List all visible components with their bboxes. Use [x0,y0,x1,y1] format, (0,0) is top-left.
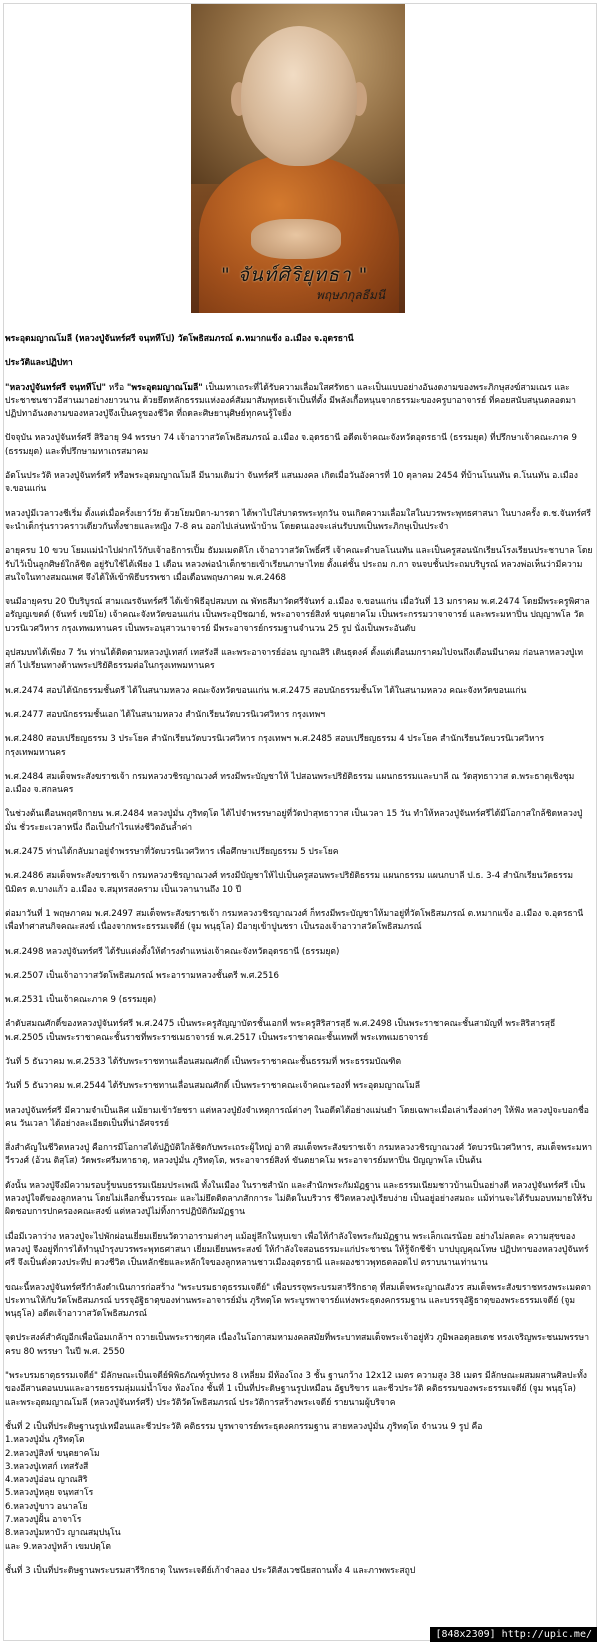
paragraph: ดังนั้น หลวงปู่จึงมีความรอบรู้ขนบธรรมเนียมประเพณี ทั้งในเมือง ในราชสำนัก และสำนักพระกัมมัฏฐาน และธรรมเนียมชาวบ้านเป็นอย่างดี หลวงปู่จันทร์ศรี เป็นหลวงปู่ใจดีของลูกหลาน โดยไม่เลือกชั้นวรรณะ และไม่ยึดติดลาภสักการะ ไม่ติดในบริวาร ชีวิตหลวงปู่เรียบง่าย เป็นอยู่อย่างสมถะ แม้ท่านจะได้รับมอบหมายให้รับผิดชอบการปกครองคณะสงฆ์ แต่หลวงปู่ไม่ทิ้งการปฏิบัติกัมมัฏฐาน [5,1180,593,1218]
list-item: 6.หลวงปู่ขาว อนาลโย [5,1501,88,1512]
paragraph: วันที่ 5 ธันวาคม พ.ศ.2533 ได้รับพระราชทานเลื่อนสมณศักดิ์ เป็นพระราชาคณะชั้นธรรมที่ พระธรรมบัณฑิต [5,1056,402,1067]
hands-shape [251,219,341,259]
intro-connector: หรือ [105,382,127,393]
paragraph: พ.ศ.2486 สมเด็จพระสังฆราชเจ้า กรมหลวงวชิรญาณวงศ์ ทรงมีบัญชาให้ไปเป็นครูสอนพระปริยัติธรรม แผนกธรรม แผนกบาลี ป.ธ. 3-4 สำนักเรียนวัดธรรมนิมิตร ต.บางแก้ว อ.เมือง จ.สมุทรสงคราม เป็นเวลานานถึง 10 ปี [5,871,574,895]
intro-bold-name: "หลวงปู่จันทร์ศรี จนฺททีโป" [5,382,106,393]
intro-paragraph [5,382,593,422]
paragraph: หลวงปู่มีเวลาวงชีเริ่ม ตั้งแต่เมื่อครั้งเยาว์วัย ด้วยโยมบิดา-มารดา ได้พาไปใส่บาตรพระทุกวัน จนเกิดความเลื่อมใสในบวรพระพุทธศาสนา ในบางครั้ง ด.ช.จันทร์ศรี จะนำเด็กรุ่นราวคราวเดียวกันทั้งชายและหญิง 7-8 คน ออกไปเล่นหน้าบ้าน โดยตนเองจะเล่นรับบทเป็นพระภิกษุเป็นประจำ [5,508,591,532]
article-body [5,333,593,1589]
paragraph: ต่อมาวันที่ 1 พฤษภาคม พ.ศ.2497 สมเด็จพระสังฆราชเจ้า กรมหลวงวชิรญาณวงศ์ ก็ทรงมีพระบัญชาให้มาอยู่ที่วัดโพธิสมภรณ์ ต.หมากแข้ง อ.เมือง จ.อุดรธานี เพื่อทำศาสนกิจคณะสงฆ์ เนื่องจากพระธรรมเจดีย์ (จูม พนฺธุโล) มีอายุเข้าปูนชรา เป็นรองเจ้าอาวาสวัดโพธิสมภรณ์ [5,908,584,933]
paragraph: หลวงปู่จันทร์ศรี มีความจำเป็นเลิศ แม้ยามเข้าวัยชรา แต่หลวงปู่ยังจำเหตุการณ์ต่างๆ ในอดีตได้อย่างแม่นยำ โดยเฉพาะเมื่อเล่าเรื่องต่างๆ ให้ฟัง หลวงปู่จะบอกชื่อคน วันเวลา ได้อย่างละเอียดเป็นที่น่าอัศจรรย์ [5,1105,589,1129]
paragraph: วันที่ 5 ธันวาคม พ.ศ.2544 ได้รับพระราชทานเลื่อนสมณศักดิ์ เป็นพระราชาคณะเจ้าคณะรองที่ พระอุดมญาณโมลี [5,1081,421,1092]
photo-signature: พฤษภกุลธีมนี [316,288,386,302]
paragraph: ปัจจุบัน หลวงปู่จันทร์ศรี สิริอายุ 94 พรรษา 74 เจ้าอาวาสวัดโพธิสมภรณ์ อ.เมือง จ.อุดรธานี อดีตเจ้าคณะจังหวัดอุดรธานี (ธรรมยุต) ที่ปรึกษาเจ้าคณะภาค 9 (ธรรมยุต) และที่ปรึกษามหาเถรสมาคม [5,433,577,457]
photo-caption: " จันท์ศิริยุทธา " [221,264,369,286]
list-intro: ชั้นที่ 2 เป็นที่ประดิษฐานรูปเหมือนและชีวประวัติ คติธรรม บูรพาจารย์พระธุดงคกรรมฐาน สายหลวงปู่มั่น ภูริทตฺโต จำนวน 9 รูป คือ [5,1421,483,1432]
paragraph: ขณะนี้หลวงปู่จันทร์ศรีกำลังดำเนินการก่อสร้าง "พระบรมธาตุธรรมเจดีย์" เพื่อบรรจุพระบรมสารีริกธาตุ ที่สมเด็จพระญาณสังวร สมเด็จพระสังฆราชทรงพระเมตตาประทานให้กับวัดโพธิสมภรณ์ บรรจุอัฐิธาตุของท่านพระอาจารย์มั่น ภูริทตฺโต พระบูรพาจารย์แห่งพระธุดงคกรรมฐาน และบรรจุอัฐิธาตุของพระธรรมเจดีย์ (จูม พนฺธุโล) อดีตเจ้าอาวาสวัดโพธิสมภรณ์ [5,1282,592,1320]
paragraph: พ.ศ.2484 สมเด็จพระสังฆราชเจ้า กรมหลวงวชิรญาณวงศ์ ทรงมีพระบัญชาให้ ไปสอนพระปริยัติธรรม แผนกธรรมและบาลี ณ วัดสุทธาวาส ต.พระธาตุเชิงชุม อ.เมือง จ.สกลนคร [5,771,575,796]
closing-paragraph: ชั้นที่ 3 เป็นที่ประดิษฐานพระบรมสารีริกธาตุ ในพระเจดีย์เก้าจำลอง ประวัติสังเวชนียสถานทั้ง 4 และภาพพระสถูป [5,1565,416,1576]
paragraph: พ.ศ.2531 เป็นเจ้าคณะภาค 9 (ธรรมยุต) [5,995,157,1006]
paragraph: ลำดับสมณศักดิ์ของหลวงปู่จันทร์ศรี พ.ศ.2475 เป็นพระครูสัญญาบัตรชั้นเอกที่ พระครูสิริสารสุธี พ.ศ.2498 เป็นพระราชาคณะชั้นสามัญที่ พระสิริสารสุธี พ.ศ.2505 เป็นพระราชาคณะชั้นราชที่พระราชเมธาจารย์ พ.ศ.2517 เป็นพระราชาคณะชั้นเทพที่ พระเทพเมธาจารย์ [5,1019,556,1043]
paragraph: พ.ศ.2475 ท่านได้กลับมาอยู่จำพรรษาที่วัดบวรนิเวศวิหาร เพื่อศึกษาเปรียญธรรม 5 ประโยค [5,847,339,858]
paragraph: อายุครบ 10 ขวบ โยมแม่นำไปฝากไว้กับเจ้าอธิการเปิ้ม ธัมมเมตติโก เจ้าอาวาสวัดโพธิ์ศรี เจ้าคณะตำบลโนนทัน และเป็นครูสอนนักเรียนโรงเรียนประชาบาล โดยรับไว้เป็นลูกศิษย์ใกล้ชิด อยู่รับใช้ได้เพียง 1 เดือน หลวงพ่อนำเด็กชายเข้าเรียนภาษาไทย ตั้งแต่ชั้น ประถม ก.กา จนจบชั้นประถมบริบูรณ์ หลวงพ่อเห็นว่ามีความสนใจในทางสมณเพศ จึงได้ให้เข้าพิธีบรรพชา เมื่อเดือนพฤษภาคม พ.ศ.2468 [5,546,593,583]
list-item: 8.หลวงปู่มหาบัว ญาณสมฺปนฺโน [5,1528,121,1539]
paragraph: ในช่วงต้นเดือนพฤศจิกายน พ.ศ.2484 หลวงปู่มั่น ภูริทตฺโต ได้ไปจำพรรษาอยู่ที่วัดป่าสุทธาวาส เป็นเวลา 15 วัน ทำให้หลวงปู่จันทร์ศรีได้มีโอกาสใกล้ชิดหลวงปู่มั่น ชั่วระยะเวลาหนึ่ง ถือเป็นกำไรแห่งชีวิตอันล้ำค่า [5,809,583,833]
list-item: 2.หลวงปู่สิงห์ ขนฺตยาคโม [5,1448,100,1459]
list-item: 3.หลวงปู่เทสก์ เทสรังสี [5,1461,89,1472]
list-item: 4.หลวงปู่อ่อน ญาณสิริ [5,1475,88,1486]
intro-text: เป็นมหาเถระที่ได้รับความเลื่อมใสศรัทธา และเป็นแบบอย่างอันงดงามของพระภิกษุสงฆ์สามเณร และประชาชนชาวอีสานมาอย่างยาวนาน ด้วยยึดหลักธรรมแห่งองค์สัมมาสัมพุทธเจ้าเป็นที่ตั้ง มีพลังเกื้อหนุนจากธรรมะของครูบาอาจารย์ ที่คอยสนับสนุนตลอดมา ปฏิปทาอันงดงามของหลวงปู่จึงเป็นครูของชีวิต ที่ถดละศิษยานุศิษย์ทุกคนรู้ใจยิ่ง [5,382,577,420]
floor-two-section [5,1421,593,1554]
paragraph: อัตโนประวัติ หลวงปู่จันทร์ศรี หรือพระอุดมญาณโมลี มีนามเดิมว่า จันทร์ศรี แสนมงคล เกิดเมื่อวันอังคารที่ 10 ตุลาคม 2454 ที่บ้านโนนทัน ต.โนนทัน อ.เมือง จ.ขอนแก่น [5,471,578,495]
paragraph: พ.ศ.2498 หลวงปู่จันทร์ศรี ได้รับแต่งตั้งให้ดำรงตำแหน่งเจ้าคณะจังหวัดอุดรธานี (ธรรมยุต) [5,946,340,957]
paragraph: พ.ศ.2474 สอบได้นักธรรมชั้นตรี ได้ในสนามหลวง คณะจังหวัดขอนแก่น พ.ศ.2475 สอบนักธรรมชั้นโท ได้ในสนามหลวง คณะจังหวัดขอนแก่น [5,685,527,696]
list-item: และ 9.หลวงปู่หล้า เขมปตฺโต [5,1541,111,1552]
paragraph: พ.ศ.2507 เป็นเจ้าอาวาสวัดโพธิสมภรณ์ พระอารามหลวงชั้นตรี พ.ศ.2516 [5,970,279,981]
image-size-watermark: [848x2309] http://upic.me/ [430,1627,597,1642]
intro-bold-title: "พระอุดมญาณโมลี" [126,382,203,393]
paragraph: จนมีอายุครบ 20 ปีบริบูรณ์ สามเณรจันทร์ศรี ได้เข้าพิธีอุปสมบท ณ พัทธสีมาวัดศรีจันทร์ อ.เมือง จ.ขอนแก่น เมื่อวันที่ 13 มกราคม พ.ศ.2474 โดยมีพระครูพิศาลอรัญญเขตต์ (จันทร์ เขมิโย) เจ้าคณะจังหวัดขอนแก่น เป็นพระอุปัชฌาย์, พระอาจารย์สิงห์ ขนฺตยาคโม เป็นพระกรรมวาจาจารย์ และพระมหาปิ่น ปญฺญาพโล วัดบวรนิเวศวิหาร กรุงเทพมหานคร เป็นพระอนุสาวนาจารย์ มีพระอาจารย์กรรมฐานจำนวน 25 รูป นั่งเป็นพระอันดับ [5,597,590,634]
list-item: 7.หลวงปู่ฝั้น อาจาโร [5,1515,82,1525]
section-heading: ประวัติและปฏิปทา [5,358,73,369]
list-item: 1.หลวงปู่มั่น ภูริทตฺโต [5,1435,85,1446]
paragraph: "พระบรมธาตุธรรมเจดีย์" มีลักษณะเป็นเจดีย์พิพิธภัณฑ์รูปทรง 8 เหลี่ยม มีห้องโถง 3 ชั้น ฐานกว้าง 12x12 เมตร ความสูง 38 เมตร มีลักษณะผสมผสานศิลปะทั้งของอีสานตอนบนและอารยธรรมลุ่มแม่น้ำโขง ห้องโถง ชั้นที่ 1 เป็นที่ประดิษฐานรูปเหมือน อัฐบริขาร และชีวประวัติ คติธรรมของพระธรรมเจดีย์ (จูม พนฺธุโล) และพระอุดมญาณโมลี (หลวงปู่จันทร์ศรี) ประวัติวัดโพธิสมภรณ์ ประวัติการสร้างพระเจดีย์ รายนามผู้บริจาค [5,1371,587,1408]
head-shape [241,26,357,166]
paragraph: พ.ศ.2480 สอบเปรียญธรรม 3 ประโยค สำนักเรียนวัดบวรนิเวศวิหาร กรุงเทพฯ พ.ศ.2485 สอบเปรียญธรรม 4 ประโยค สำนักเรียนวัดบวรนิเวศวิหาร กรุงเทพมหานคร [5,734,545,758]
paragraph: สิ่งสำคัญในชีวิตหลวงปู่ คือการมีโอกาสได้ปฏิบัติใกล้ชิดกับพระเถระผู้ใหญ่ อาทิ สมเด็จพระสังฆราชเจ้า กรมหลวงวชิรญาณวงศ์ วัดบวรนิเวศวิหาร, สมเด็จพระมหาวีรวงศ์ (อ้วน ติสฺโส) วัดพระศรีมหาธาตุ, หลวงปู่มั่น ภูริทตฺโต, พระอาจารย์สิงห์ ขันตยาคโม พระอาจารย์มหาปิ่น ปัญญาพโล เป็นต้น [5,1143,593,1167]
paragraph: จุดประสงค์สำคัญอีกเพื่อน้อมเกล้าฯ ถวายเป็นพระราชกุศล เนื่องในโอกาสมหามงคลสมัยที่พระบาทสมเด็จพระเจ้าอยู่หัว ภูมิพลอดุลยเดช ทรงเจริญพระชนมพรรษาครบ 80 พรรษา ในปี พ.ศ. 2550 [5,1333,590,1357]
article-title: พระอุดมญาณโมลี (หลวงปู่จันทร์ศรี จนฺททีโป) วัดโพธิสมภรณ์ ต.หมากแข้ง อ.เมือง จ.อุดรธานี [5,334,354,344]
list-item: 5.หลวงปู่หลุย จนฺทสาโร [5,1488,94,1499]
paragraph: พ.ศ.2477 สอบนักธรรมชั้นเอก ได้ในสนามหลวง สำนักเรียนวัดบวรนิเวศวิหาร กรุงเทพฯ [5,709,326,720]
monk-list [5,1434,593,1554]
paragraph: เมื่อมีเวลาว่าง หลวงปู่จะไปพักผ่อนเยี่ยมเยียนวัดวาอารามต่างๆ แม้อยู่ลึกในหุบเขา เพื่อให้กำลังใจพระกัมมัฏฐาน พระเล็กเณรน้อย อย่างไม่ลดละ ความสุขของหลวงปู่ จึงอยู่ที่การได้ทำนุบำรุงบวรพระพุทธศาสนา เยี่ยมเยียนพระสงฆ์ ให้กำลังใจสอนธรรมะแก่ประชาชน ให้รู้จักชีช้า บาปบุญคุณโทษ ปฏิปทาของหลวงปู่จันทร์ศรี จึงเป็นดั่งดวงประทีป ดวงชีวิต เป็นหลักชัยและหลักใจของลูกหลานชาวเมืองอุดรธานี และผองชาวพุทธตลอดไป ตราบนานเท่านาน [5,1231,589,1269]
paragraph-list [5,432,593,1409]
paragraph: อุปสมบทได้เพียง 7 วัน ท่านได้ติดตามหลวงปู่เทสก์ เทสรังสี และพระอาจารย์อ่อน ญาณสิริ เดินธุดงค์ ตั้งแต่เดือนมกราคมไปจนถึงเดือนมีนาคม ก่อนลาหลวงปู่เทสก์ ไปเรียนทางด้านพระปริยัติธรรมต่อในกรุงเทพมหานคร [5,648,584,672]
monk-portrait-photo [191,4,405,313]
